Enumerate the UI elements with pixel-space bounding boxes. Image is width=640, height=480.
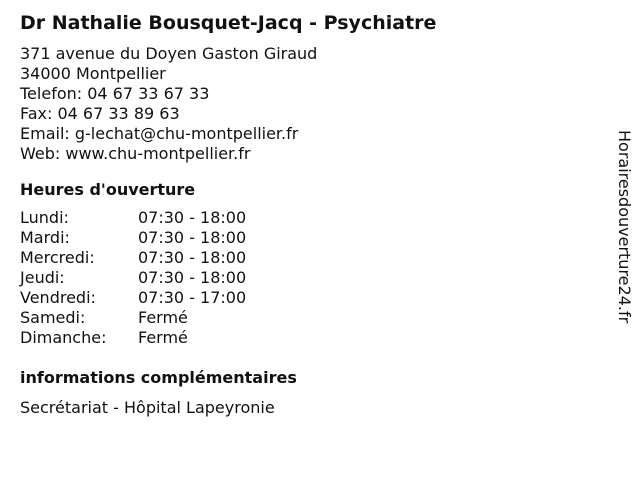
additional-info-heading: informations complémentaires (20, 368, 297, 387)
day-label: Samedi: (20, 308, 86, 327)
phone-text: Telefon: 04 67 33 67 33 (20, 84, 210, 103)
time-value: 07:30 - 18:00 (138, 248, 247, 267)
time-value: 07:30 - 18:00 (138, 228, 247, 247)
hours-row-tuesday (20, 228, 600, 248)
hours-row-monday (20, 208, 600, 228)
address-city: 34000 Montpellier (20, 64, 166, 83)
address-street: 371 avenue du Doyen Gaston Giraud (20, 44, 318, 63)
time-value: Fermé (138, 328, 188, 347)
page-title: Dr Nathalie Bousquet-Jacq - Psychiatre (20, 12, 437, 34)
day-label: Dimanche: (20, 328, 107, 347)
day-label: Mercredi: (20, 248, 95, 267)
additional-info-text: Secrétariat - Hôpital Lapeyronie (20, 398, 275, 417)
email-text: Email: g-lechat@chu-montpellier.fr (20, 124, 299, 143)
web-text: Web: www.chu-montpellier.fr (20, 144, 251, 163)
hours-row-wednesday (20, 248, 600, 268)
contact-block (20, 44, 600, 164)
time-value: 07:30 - 18:00 (138, 268, 247, 287)
hours-row-friday (20, 288, 600, 308)
hours-row-thursday (20, 268, 600, 288)
site-watermark: Horairesdouverture24.fr (615, 130, 634, 324)
hours-row-saturday (20, 308, 600, 328)
opening-hours-table (20, 208, 600, 348)
business-card (20, 10, 600, 418)
day-label: Vendredi: (20, 288, 96, 307)
time-value: 07:30 - 17:00 (138, 288, 247, 307)
time-value: 07:30 - 18:00 (138, 208, 247, 227)
day-label: Mardi: (20, 228, 70, 247)
day-label: Lundi: (20, 208, 69, 227)
day-label: Jeudi: (20, 268, 65, 287)
fax-text: Fax: 04 67 33 89 63 (20, 104, 180, 123)
hours-row-sunday (20, 328, 600, 348)
time-value: Fermé (138, 308, 188, 327)
opening-hours-heading: Heures d'ouverture (20, 180, 196, 199)
